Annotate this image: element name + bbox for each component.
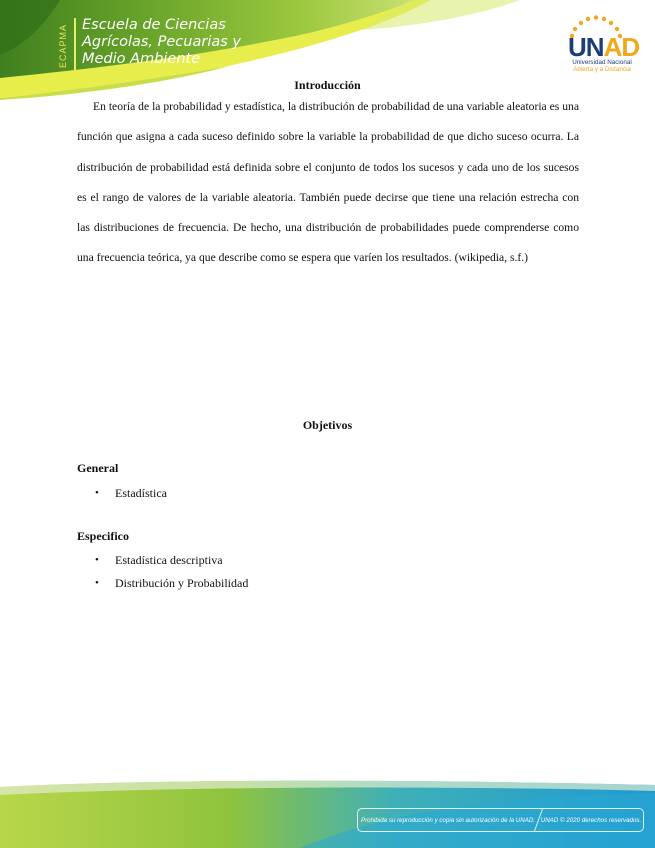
general-objectives-list	[95, 485, 167, 508]
logo-word-ad: AD	[603, 32, 640, 62]
list-item-text: Estadística	[115, 486, 167, 500]
objectives-title: Objetivos	[302, 418, 353, 432]
school-acronym: ECAPMA	[58, 24, 68, 69]
school-name-line-2: Agrícolas, Pecuarias y	[82, 34, 241, 50]
logo-subtitle-line-1: Universidad Nacional	[572, 59, 632, 66]
logo-word-un: UN	[568, 32, 604, 62]
logo-subtitle	[564, 59, 640, 73]
list-item-text: Distribución y Probabilidad	[115, 576, 249, 590]
footer-copyright: UNAD © 2020 derechos reservados.	[540, 816, 642, 824]
bullet-icon: •	[95, 577, 99, 589]
list-item	[95, 552, 248, 575]
school-name-divider	[74, 18, 76, 70]
intro-paragraph: En teoría de la probabilidad y estadística, la distribución de probabilidad de una variable aleatoria es una función que asigna a cada suceso definido sobre la variable la probabilidad de que dicho suceso ocurra. La distribución de probabilidad está definida sobre el conjunto de todos los sucesos y cada uno de los sucesos es el rango de valores de la variable aleatoria. También puede decirse que tiene una relación estrecha con las distribuciones de frecuencia. De hecho, una distribución de probabilidades puede comprenderse como una frecuencia teórica, ya que describe como se espera que varíen los resultados. (wikipedia, s.f.)	[77, 100, 579, 265]
list-item-text: Estadística descriptiva	[115, 553, 223, 567]
school-name-line-3: Medio Ambiente	[82, 51, 201, 67]
list-item	[95, 485, 167, 508]
logo-subtitle-line-2: Abierta y a Distancia	[573, 66, 631, 73]
specific-objectives-list	[95, 552, 248, 598]
list-item	[95, 575, 248, 598]
intro-title: Introducción	[294, 78, 361, 92]
school-name-line-1: Escuela de Ciencias	[82, 17, 226, 33]
footer-notice: Prohibida su reproducción y copia sin autorización de la UNAD.	[360, 816, 536, 824]
unad-logo	[560, 14, 640, 76]
bullet-icon: •	[95, 487, 99, 499]
specific-objective-label: Especifico	[77, 529, 129, 543]
bullet-icon: •	[95, 554, 99, 566]
school-name	[82, 17, 282, 68]
footer-notice-box	[357, 808, 644, 832]
general-objective-label: General	[77, 461, 119, 475]
